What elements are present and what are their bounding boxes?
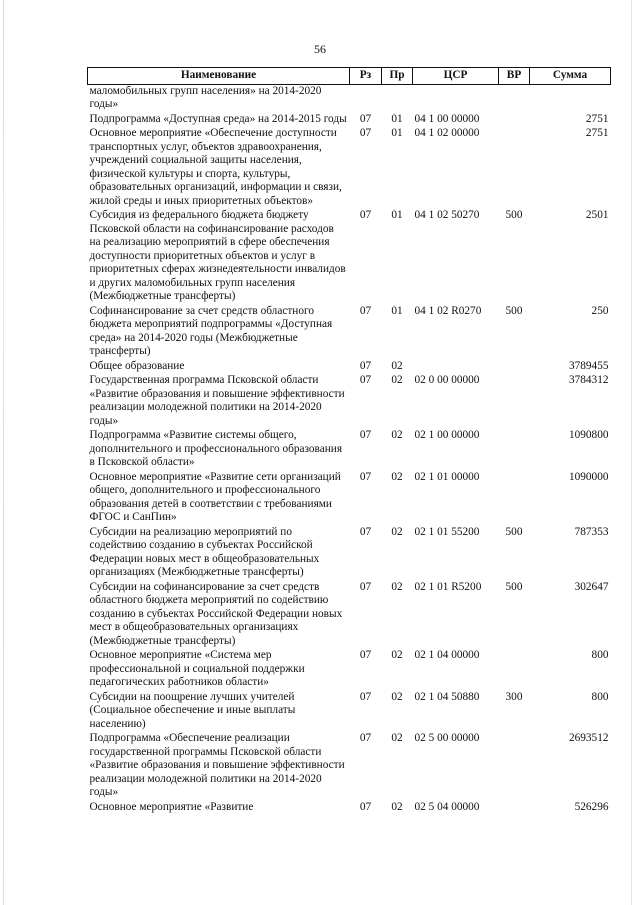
header-pr: Пр xyxy=(382,68,413,85)
cell-rz: 07 xyxy=(359,359,372,372)
table-row xyxy=(88,305,611,360)
table-row xyxy=(88,691,611,733)
cell-pr: 02 xyxy=(391,470,403,483)
cell-name: Основное мероприятие «Система мер профессиональной и социальной поддержки педагогических работников области» xyxy=(89,649,305,688)
cell-csr: 04 1 02 R0270 xyxy=(414,304,482,317)
cell-csr xyxy=(413,84,499,113)
cell-name: Субсидии на поощрение лучших учителей (Социальное обеспечение и иные выплаты населению) xyxy=(89,690,296,730)
cell-pr: 01 xyxy=(391,112,403,125)
cell-name: Основное мероприятие «Развитие сети организаций общего, дополнительного и профессионального образования детей в соответствии с требованиями ФГОС и СанПин» xyxy=(89,470,341,523)
scan-edge-right xyxy=(631,0,632,905)
header-rz: Рз xyxy=(350,68,382,85)
header-csr: ЦСР xyxy=(413,68,499,85)
cell-rz xyxy=(350,84,382,113)
table-row xyxy=(88,209,611,305)
cell-name: Основное мероприятие «Развитие xyxy=(89,800,254,813)
cell-rz: 07 xyxy=(359,580,372,593)
cell-name: Общее образование xyxy=(89,359,185,372)
cell-sum: 2501 xyxy=(585,209,609,221)
table-row xyxy=(88,113,611,128)
cell-pr: 02 xyxy=(391,429,403,441)
cell-csr xyxy=(413,360,499,375)
cell-pr: 01 xyxy=(391,209,403,221)
cell-csr: 02 1 04 00000 xyxy=(414,649,480,661)
cell-pr: 02 xyxy=(391,359,403,372)
cell-vr xyxy=(499,801,530,816)
cell-rz: 07 xyxy=(359,429,372,441)
cell-vr xyxy=(499,360,530,375)
cell-csr: 02 0 00 00000 xyxy=(414,374,480,386)
cell-rz: 07 xyxy=(359,209,372,221)
table-row xyxy=(88,526,611,581)
cell-sum: 3789455 xyxy=(568,359,609,372)
cell-name: маломобильных групп населения» на 2014-2020 годы» xyxy=(89,84,322,110)
cell-name: Основное мероприятие «Обеспечение доступности транспортных услуг, объектов здравоохранения, учреждений социальной защиты населения, физической культуры и спорта, культуры, образовательных организаций, информации и связи, жилой среды и иных приоритетных объектов» xyxy=(89,127,342,207)
cell-sum: 2751 xyxy=(585,127,609,139)
table-row xyxy=(88,429,611,471)
cell-name: Подпрограмма «Обеспечение реализации государственной программы Псковской области «Развитие образования и повышение эффективности реализации молодежной политики на 2014-2020 годы» xyxy=(89,732,345,798)
cell-csr: 04 1 00 00000 xyxy=(414,112,480,125)
cell-rz: 07 xyxy=(359,800,372,813)
cell-pr: 01 xyxy=(391,127,403,139)
table-row xyxy=(88,801,611,816)
cell-name: Софинансирование за счет средств областного бюджета мероприятий подпрограммы «Доступная среда» на 2014-2020 годы (Межбюджетные трансферты) xyxy=(89,304,333,357)
cell-vr: 500 xyxy=(505,209,523,221)
cell-csr: 02 1 04 50880 xyxy=(414,690,480,703)
cell-sum: 1090000 xyxy=(568,470,609,483)
cell-sum: 2751 xyxy=(585,112,609,125)
cell-vr xyxy=(499,113,530,128)
cell-sum: 250 xyxy=(591,304,609,317)
table-row xyxy=(88,127,611,209)
table-body xyxy=(88,84,611,815)
cell-pr: 01 xyxy=(391,304,403,317)
table-row xyxy=(88,581,611,650)
header-vr: ВР xyxy=(499,68,530,85)
cell-sum: 787353 xyxy=(574,525,609,538)
cell-pr: 02 xyxy=(391,525,403,538)
cell-csr: 02 5 00 00000 xyxy=(414,732,480,744)
cell-vr: 500 xyxy=(505,580,523,593)
cell-rz: 07 xyxy=(359,732,372,744)
table-row xyxy=(88,360,611,375)
cell-vr xyxy=(499,429,530,471)
cell-sum: 1090800 xyxy=(568,429,609,441)
cell-rz: 07 xyxy=(359,649,372,661)
cell-pr: 02 xyxy=(391,374,403,386)
cell-sum: 2693512 xyxy=(568,732,609,744)
table-row xyxy=(88,374,611,429)
cell-sum: 526296 xyxy=(574,800,609,813)
cell-name: Государственная программа Псковской области «Развитие образования и повышение эффективности реализации молодежной политики на 2014-2020 годы» xyxy=(89,374,345,427)
cell-name: Субсидии на софинансирование за счет средств областного бюджета мероприятий по содействию созданию в субъектах Российской Федерации новых мест в общеобразовательных организациях (Межбюджетные трансферты) xyxy=(89,580,343,647)
cell-vr xyxy=(499,84,530,113)
cell-rz: 07 xyxy=(359,304,372,317)
cell-csr: 02 1 00 00000 xyxy=(414,429,480,441)
table-header-row xyxy=(88,68,611,85)
cell-vr xyxy=(499,732,530,801)
cell-name: Субсидия из федерального бюджета бюджету Псковской области на софинансирование расходов на реализацию мероприятий в сфере обеспечения доступности приоритетных объектов и услуг в приоритетных сферах жизнедеятельности инвалидов и других маломобильных групп населения (Межбюджетные трансферты) xyxy=(89,209,346,302)
cell-name: Подпрограмма «Доступная среда» на 2014-2015 годы xyxy=(89,112,347,125)
cell-vr: 500 xyxy=(505,525,523,538)
cell-csr: 02 1 01 55200 xyxy=(414,525,480,538)
budget-table xyxy=(87,67,611,815)
table-row xyxy=(88,471,611,526)
cell-vr xyxy=(499,471,530,526)
cell-pr: 02 xyxy=(391,690,403,703)
cell-vr: 500 xyxy=(505,304,523,317)
cell-rz: 07 xyxy=(359,127,372,139)
cell-csr: 04 1 02 50270 xyxy=(414,209,480,221)
cell-vr xyxy=(499,127,530,209)
table-row xyxy=(88,84,611,113)
cell-pr: 02 xyxy=(391,732,403,744)
cell-rz: 07 xyxy=(359,525,372,538)
cell-sum: 302647 xyxy=(574,580,609,593)
cell-rz: 07 xyxy=(359,470,372,483)
cell-pr: 02 xyxy=(391,800,403,813)
cell-csr: 04 1 02 00000 xyxy=(414,127,480,139)
cell-rz: 07 xyxy=(359,690,372,703)
cell-name: Субсидии на реализацию мероприятий по содействию созданию в субъектах Российской Федерации новых мест в общеобразовательных организациях (Межбюджетные трансферты) xyxy=(89,525,320,578)
cell-rz: 07 xyxy=(359,374,372,386)
cell-csr: 02 5 04 00000 xyxy=(414,800,480,813)
cell-pr: 02 xyxy=(391,649,403,661)
cell-vr xyxy=(499,649,530,691)
cell-sum xyxy=(530,84,611,113)
table-row xyxy=(88,732,611,801)
cell-vr: 300 xyxy=(505,690,523,703)
cell-vr xyxy=(499,374,530,429)
cell-pr: 02 xyxy=(391,580,403,593)
header-sum: Сумма xyxy=(530,68,611,85)
cell-pr xyxy=(382,84,413,113)
cell-sum: 3784312 xyxy=(568,374,609,386)
header-name: Наименование xyxy=(88,68,350,85)
scan-edge-left xyxy=(3,0,4,905)
page-number: 56 xyxy=(314,42,326,56)
cell-name: Подпрограмма «Развитие системы общего, дополнительного и профессионального образования в Псковской области» xyxy=(89,429,343,468)
cell-csr: 02 1 01 00000 xyxy=(414,470,480,483)
cell-rz: 07 xyxy=(359,112,372,125)
cell-csr: 02 1 01 R5200 xyxy=(414,580,482,593)
cell-sum: 800 xyxy=(591,649,609,661)
cell-sum: 800 xyxy=(591,690,609,703)
table-row xyxy=(88,649,611,691)
